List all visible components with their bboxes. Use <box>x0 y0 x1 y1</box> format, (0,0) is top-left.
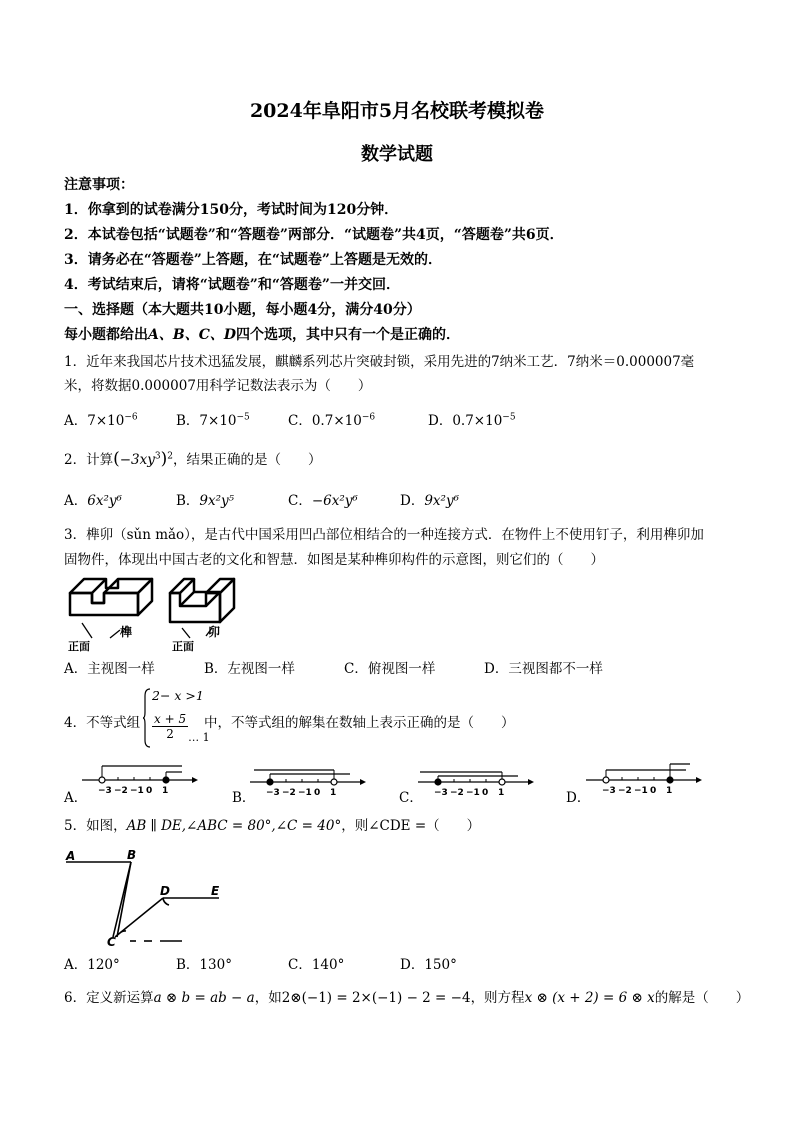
q1-option-c: C．$0.7\times 10^{-6}$ <box>288 412 376 429</box>
exam-subtitle: 数学试题 <box>361 144 433 165</box>
q3-option-a: A．主视图一样 <box>64 661 155 677</box>
q4-option-d-label: D． <box>566 790 591 806</box>
q5-point-d: D <box>160 884 170 898</box>
q2-option-c: C．−6x²y⁶ <box>288 493 358 509</box>
q1-option-b: B．$7\times 10^{-5}$ <box>176 412 250 429</box>
axis-tick-label: 1 <box>498 788 505 798</box>
q2-option-a: A．6x²y⁶ <box>64 493 122 509</box>
notice-item: 3．请务必在“答题卷”上答题，在“试题卷”上答题是无效的． <box>64 252 442 268</box>
q5-point-b: B <box>127 848 137 862</box>
notice-item: 2．本试卷包括“试题卷”和“答题卷”两部分．“试题卷”共4页，“答题卷”共6页． <box>64 227 564 243</box>
notice-heading: 注意事项： <box>64 177 134 193</box>
q6-text: 6．定义新运算a ⊗ b = ab − a，如2⊗(−1) = 2×(−1) − 2 = −4，则方程x ⊗ (x + 2) = 6 ⊗ x的解是（ ） <box>64 990 750 1006</box>
q4-number-line-c <box>418 762 538 800</box>
q4-brace <box>143 688 151 748</box>
axis-tick-label: 1 <box>162 786 169 796</box>
q5-text: 5．如图，AB ∥ DE,∠ABC = 80°,∠C = 40°，则∠CDE =（ ） <box>64 818 481 834</box>
axis-tick-label: −3 <box>266 788 280 798</box>
q5-option-d: D．150° <box>400 957 457 973</box>
q2-text: 2．计算$(-3xy^3)^2$，结果正确的是（ ） <box>64 449 322 469</box>
q1-text: 1．近年来我国芯片技术迅猛发展，麒麟系列芯片突破封锁，采用先进的7纳米工艺．7纳米＝0.000007毫 <box>64 354 695 370</box>
axis-tick-label: −1 <box>298 788 312 798</box>
q3-option-d: D．三视图都不一样 <box>484 661 603 677</box>
q4-number-line-a <box>82 760 202 798</box>
axis-tick-label: −1 <box>466 788 480 798</box>
q1-option-d: D．$0.7\times 10^{-5}$ <box>428 412 516 429</box>
q5-point-c: C <box>107 935 116 949</box>
axis-tick-label: 0 <box>314 788 321 798</box>
q4-number-line-d <box>586 760 706 798</box>
axis-tick-label: −3 <box>602 786 616 796</box>
axis-tick-label: 0 <box>482 788 489 798</box>
notice-item: 4．考试结束后，请将“试题卷”和“答题卷”一并交回． <box>64 277 400 293</box>
q3-tenon-label: 榫 <box>120 625 133 639</box>
q1-option-a: A．$7\times 10^{-6}$ <box>64 412 138 429</box>
axis-tick-label: −2 <box>114 786 128 796</box>
axis-tick-label: −1 <box>130 786 144 796</box>
axis-tick-label: 1 <box>666 786 673 796</box>
q4-option-c-label: C． <box>399 790 423 806</box>
q3-text: 3．榫卯（sǔn mǎo），是古代中国采用凹凸部位相结合的一种连接方式．在物件上不使用钉子，利用榫卯加 <box>64 527 704 543</box>
q3-front-label-2: 正面 <box>172 640 194 653</box>
exam-title: 2024年阜阳市5月名校联考模拟卷 <box>249 100 545 122</box>
q1-text: 米，将数据0.000007用科学记数法表示为（ ） <box>64 378 372 394</box>
axis-tick-label: 0 <box>146 786 153 796</box>
q3-mortise-tenon-figure <box>62 568 262 653</box>
axis-tick-label: −3 <box>434 788 448 798</box>
q4-prefix: 4．不等式组 <box>64 715 141 731</box>
q2-option-d: D．9x²y⁶ <box>400 493 459 509</box>
q3-option-b: B．左视图一样 <box>204 661 295 677</box>
axis-tick-label: −2 <box>450 788 464 798</box>
q5-parallel-lines-figure <box>64 845 234 950</box>
q4-suffix: 中，不等式组的解集在数轴上表示正确的是（ ） <box>204 715 515 731</box>
section-instruction: 每小题都给出A、B、C、D四个选项，其中只有一个是正确的． <box>64 327 460 343</box>
axis-tick-label: −2 <box>282 788 296 798</box>
q5-option-a: A．120° <box>64 957 120 973</box>
q3-front-label-1: 正面 <box>68 640 90 653</box>
q4-number-line-b <box>250 762 370 800</box>
q4-inequality-1: 2− x >1 <box>152 688 204 703</box>
axis-tick-label: 0 <box>650 786 657 796</box>
q3-mortise-label: 卯 <box>208 625 221 639</box>
q5-option-b: B．130° <box>176 957 232 973</box>
q4-option-a-label: A． <box>64 790 88 806</box>
q4-option-b-label: B． <box>232 790 256 806</box>
q5-point-a: A <box>66 849 76 863</box>
section-heading: 一、选择题（本大题共10小题，每小题4分，满分40分） <box>64 302 421 318</box>
notice-item: 1．你拿到的试卷满分150分，考试时间为120分钟． <box>64 202 399 218</box>
q3-option-c: C．俯视图一样 <box>344 661 436 677</box>
axis-tick-label: −3 <box>98 786 112 796</box>
q4-inequality-2: $\frac{x + 5}{2}$ $_{\dots 1}$ <box>154 712 210 744</box>
q3-text: 固物件，体现出中国古老的文化和智慧．如图是某种榫卯构件的示意图，则它们的（ ） <box>64 552 604 568</box>
q5-option-c: C．140° <box>288 957 345 973</box>
axis-tick-label: −2 <box>618 786 632 796</box>
axis-tick-label: −1 <box>634 786 648 796</box>
q2-option-b: B．9x²y⁵ <box>176 493 235 509</box>
q5-point-e: E <box>211 884 220 898</box>
axis-tick-label: 1 <box>330 788 337 798</box>
